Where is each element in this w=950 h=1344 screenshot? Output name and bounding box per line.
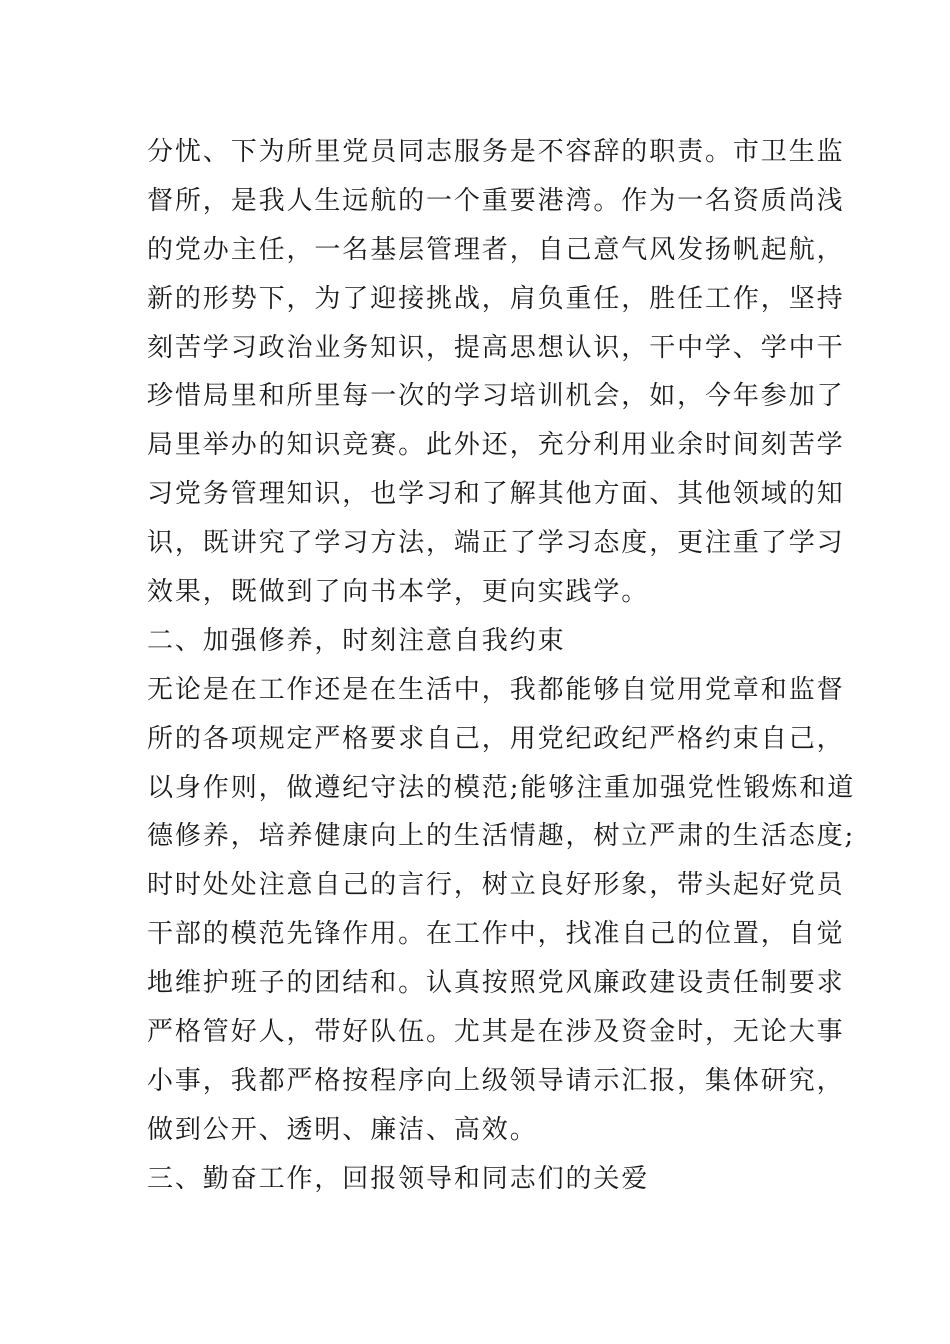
paragraph-line: 地维护班子的团结和。认真按照党风廉政建设责任制要求 [147,968,845,999]
paragraph-line: 德修养，培养健康向上的生活情趣，树立严肃的生活态度; [147,821,856,852]
paragraph-line: 时时处处注意自己的言行，树立良好形象，带头起好党员 [147,870,845,901]
paragraph-line: 所的各项规定严格要求自己，用党纪政纪严格约束自己， [147,723,845,754]
section-heading: 二、加强修养，时刻注意自我约束 [147,625,566,656]
paragraph-line: 无论是在工作还是在生活中，我都能够自觉用党章和监督 [147,674,845,705]
paragraph-line: 分忧、下为所里党员同志服务是不容辞的职责。市卫生监 [147,137,845,167]
paragraph-line: 刻苦学习政治业务知识，提高思想认识，干中学、学中干 [147,332,845,363]
paragraph-line: 珍惜局里和所里每一次的学习培训机会，如，今年参加了 [147,381,845,412]
section-heading: 三、勤奋工作，回报领导和同志们的关爱 [147,1163,650,1194]
paragraph-line: 习党务管理知识，也学习和了解其他方面、其他领域的知 [147,479,845,510]
paragraph-line: 做到公开、透明、廉洁、高效。 [147,1114,538,1145]
paragraph-line: 以身作则，做遵纪守法的模范;能够注重加强党性锻炼和道 [147,772,856,803]
document-body [147,128,856,1204]
paragraph-line: 局里举办的知识竞赛。此外还，充分利用业余时间刻苦学 [147,430,845,461]
paragraph-line: 新的形势下，为了迎接挑战，肩负重任，胜任工作，坚持 [147,283,845,314]
paragraph-line: 识，既讲究了学习方法，端正了学习态度，更注重了学习 [147,528,845,559]
paragraph-line: 效果，既做到了向书本学，更向实践学。 [147,577,650,608]
paragraph-line: 的党办主任，一名基层管理者，自己意气风发扬帆起航， [147,234,845,265]
paragraph-line: 严格管好人，带好队伍。尤其是在涉及资金时，无论大事 [147,1017,845,1048]
paragraph-line: 督所，是我人生远航的一个重要港湾。作为一名资质尚浅 [147,185,845,216]
paragraph-line: 干部的模范先锋作用。在工作中，找准自己的位置，自觉 [147,919,845,950]
paragraph-line: 小事，我都严格按程序向上级领导请示汇报，集体研究， [147,1065,845,1096]
